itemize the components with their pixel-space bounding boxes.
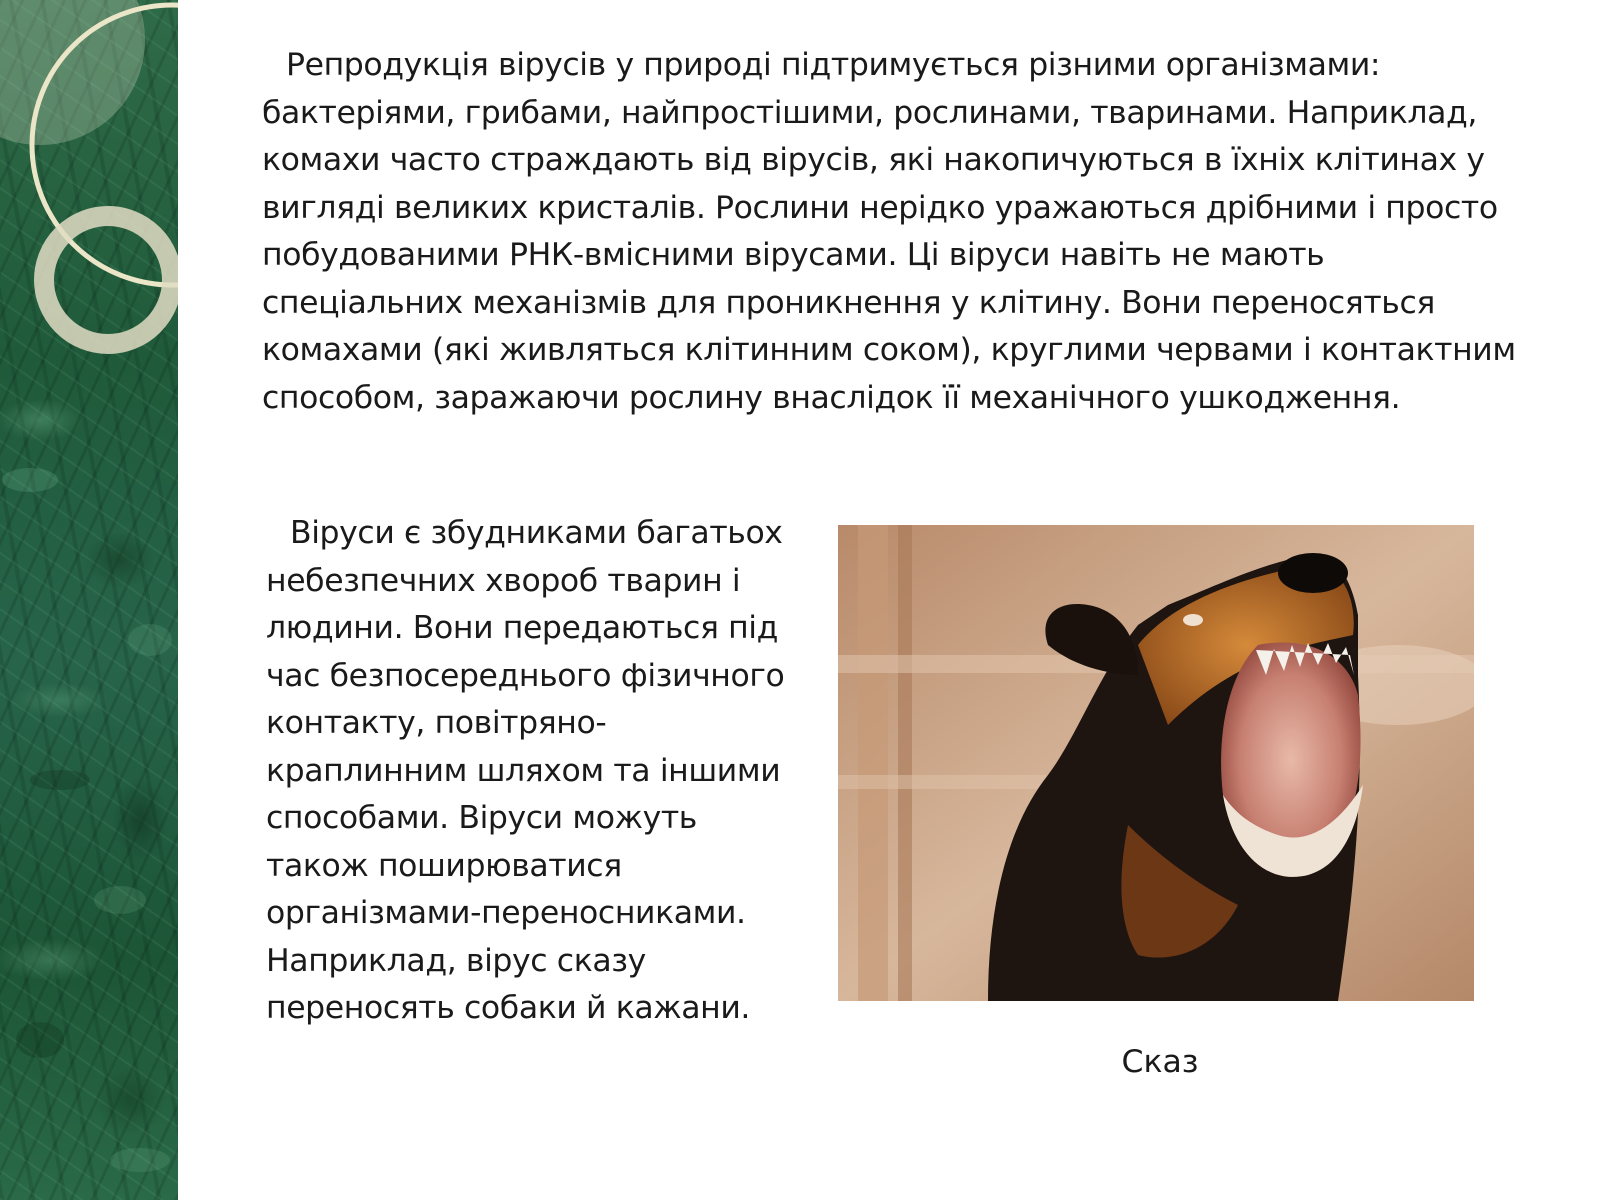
secondary-paragraph: Віруси є збудниками багатьох небезпечних хвороб тварин і людини. Вони передаються під час безпосереднього фізичного контакту, повітряно-краплинним шляхом та іншими способами. Віруси можуть також поширюватися організмами-переносниками. Наприклад, вірус сказу переносять собаки й кажани.	[266, 515, 785, 1026]
decorative-rings	[0, 0, 178, 1200]
main-paragraph: Репродукція вірусів у природі підтримується різними організмами: бактеріями, грибами, найпростішими, рослинами, тваринами. Наприклад, комахи часто страждають від вірусів, які накопичуються в їхніх клітинах у вигляді великих кристалів. Рослини нерідко уражаються дрібними і просто побудованими РНК-вмісними вірусами. Ці віруси навіть не мають спеціальних механізмів для проникнення у клітину. Вони переносяться комахами (які живляться клітинним соком), круглими червами і контактним способом, заражаючи рослину внаслідок її механічного ушкодження.	[262, 47, 1516, 416]
decorative-marble-panel	[0, 0, 178, 1200]
rabid-dog-photo	[838, 525, 1474, 1001]
image-caption: Сказ	[1121, 1044, 1199, 1080]
